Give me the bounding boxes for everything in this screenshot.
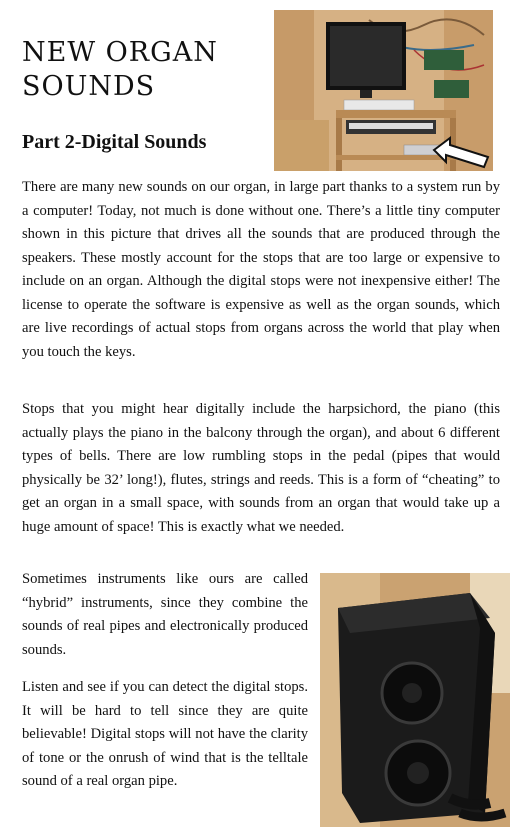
paragraph-hybrid: Sometimes instruments like ours are called “hybrid” instruments, since they combine the sounds of real pipes and electronically produced sounds. <box>22 571 308 658</box>
paragraph-stops: Stops that you might hear digitally include the harpsichord, the piano (this actually plays the piano in the balcony through the organ), and about 6 different types of bells. There are low rumbling stops in the pedal (pipes that would physically be 32’ long!), flutes, strings and reeds. This is a form of “cheating” to get an organ in a small space, with sounds from an organ that would take up a huge amount of space! This is exactly what we needed. <box>22 401 500 535</box>
paragraph-intro: There are many new sounds on our organ, in large part thanks to a system run by a computer! Today, not much is done without one. There’s a little tiny computer shown in this picture that drives all the sounds that are produced through the speakers. These mostly account for the stops that are too large or expensive to include on an organ. Although the digital stops were not inexpensive either! The license to operate the software is expensive as well as the organ sounds, which are live recordings of actual stops from organs across the world that play when you touch the keys. <box>22 179 500 360</box>
speaker-illustration <box>320 573 510 827</box>
page-title: NEW ORGAN SOUNDS <box>22 37 218 102</box>
section-subtitle: Part 2-Digital Sounds <box>22 131 207 153</box>
paragraph-listen: Listen and see if you can detect the digital stops. It will be hard to tell since they are quite believable! Digital stops will not have the clarity of tone or the onrush of wind that is the telltale sound of a real organ pipe. <box>22 679 308 789</box>
photo-speaker-cabinet <box>320 573 510 827</box>
computer-illustration <box>274 10 493 171</box>
photo-computer-setup <box>274 10 493 171</box>
